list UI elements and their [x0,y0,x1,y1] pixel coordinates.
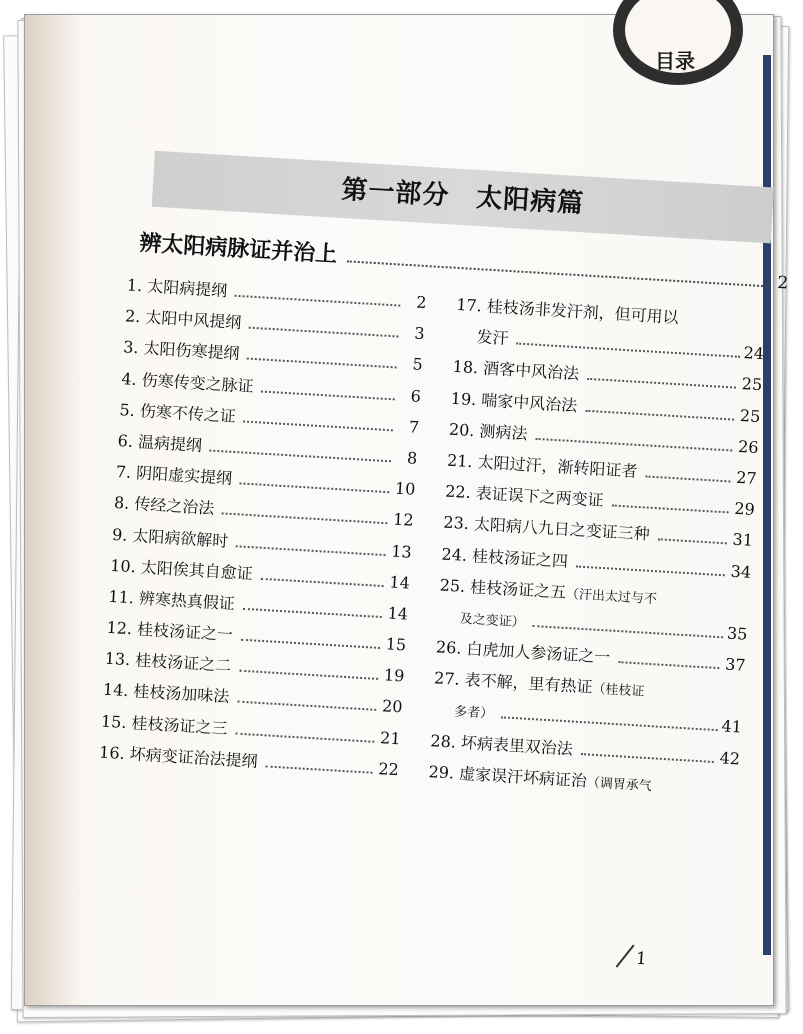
toc-entry-page: 31 [732,530,754,551]
leader-dots [237,701,376,711]
toc-entry-page: 15 [385,634,407,655]
page-number: 1 [635,948,648,970]
toc-entry-page: 10 [394,478,416,499]
toc-entry-page: 2 [415,292,428,313]
toc-entry-label: 15. 桂枝汤证之三 [100,711,229,738]
toc-entry-cont-text: 多者） [453,704,494,723]
toc-entry-page: 7 [408,417,420,437]
leader-dots [235,295,400,307]
toc-entry-label: 27. 表不解，里有热证 [433,668,594,697]
toc-entry-page: 12 [392,509,415,531]
section-page: 2 [776,272,789,294]
leader-dots [241,639,380,649]
toc-entry-page: 19 [383,665,405,686]
toc-entry-page: 6 [410,385,422,406]
section-title: 辨太阳病脉证并治上 [138,231,338,268]
leader-dots [261,390,395,400]
toc-entry-label: 13. 桂枝汤证之二 [104,648,232,676]
toc-entry-label: 14. 桂枝汤加味法 [102,680,230,707]
toc-entry-label: 8. 传经之治法 [113,493,215,519]
toc-entry-label: 21. 太阳过汗，渐转阳证者 [446,450,638,481]
toc-entry-page: 25 [741,374,763,395]
toc-entry-label: 5. 伤寒不传之证 [119,399,237,426]
toc-entry-label: 28. 坏病表里双治法 [429,730,574,759]
toc-entry-label: 6. 温病提纲 [117,431,203,455]
toc-entry-label: 10. 太阳俟其自愈证 [109,555,254,583]
toc-entry-label: 11. 辨寒热真假证 [107,586,236,614]
toc-entry-page: 34 [730,561,752,582]
leader-dots [535,438,732,452]
leader-dots [210,449,391,462]
leader-dots [242,608,381,618]
toc-entry-label: 22. 表证误下之两变证 [444,481,605,511]
toc-entry-label: 16. 坏病变证治法提纲 [98,742,259,771]
part-title: 第一部分 太阳病篇 [340,174,585,220]
leader-dots [235,732,374,742]
leader-dots [580,753,713,763]
toc-entry-page: 22 [377,758,400,780]
leader-dots [618,661,719,669]
leader-dots [611,505,728,514]
toc-entry-label: 25. 桂枝汤证之五 [439,575,567,602]
toc-entry-page: 42 [719,747,741,769]
toc-entry-label: 17. 桂枝汤非发汗剂，但可用以 [455,294,680,328]
toc-entry-page: 25 [739,405,761,426]
toc-entry-label: 2. 太阳中风提纲 [124,306,242,333]
toc-entry-page: 26 [737,436,760,457]
leader-dots [239,670,378,680]
leader-dots [501,717,717,732]
corner-emblem-text: 目录 [655,49,695,73]
leader-dots [585,409,734,420]
toc-entry-label: 24. 桂枝汤证之四 [441,543,569,571]
toc-entry-label: 1. 太阳病提纲 [126,275,228,301]
toc-entry-page: 8 [406,448,418,468]
toc-entry-label: 9. 太阳病欲解时 [111,524,229,551]
toc-entry-page: 21 [379,727,402,748]
leader-dots [532,625,722,638]
toc-entry-label: 23. 太阳病八九日之变证三种 [442,512,651,545]
toc-entry-page: 24 [743,343,765,364]
toc-entry-page: 3 [413,323,426,344]
leader-dots [236,545,385,556]
toc-entry-page: 13 [390,540,413,562]
leader-dots [347,260,772,287]
leader-dots [645,475,730,482]
leader-dots [265,765,372,773]
leader-dots [247,358,396,369]
toc-entry-page: 14 [387,603,409,624]
toc-entry-label: 4. 伤寒传变之脉证 [120,368,255,396]
toc-entry-cont-text: 发汗 [475,327,510,349]
leader-dots [249,327,398,338]
toc-entry-note: （调胃承气 [586,775,653,795]
toc-entry-page: 20 [381,696,404,717]
leader-dots [516,343,739,358]
toc-entry-label: 18. 酒客中风治法 [452,357,580,384]
toc-entry-page: 41 [720,716,743,737]
book-page [24,14,789,1006]
part-banner [152,151,774,244]
toc-column-left [98,269,427,785]
toc-column-right [428,289,767,806]
toc-entry-page: 37 [724,654,747,675]
leader-dots [576,565,725,576]
leader-dots [657,539,726,545]
leader-dots [260,577,383,586]
leader-dots [243,420,392,431]
toc-entry-page: 29 [733,498,756,520]
toc-entry-label: 20. 测病法 [448,419,529,444]
toc-entry-cont-text: 及之变证） [459,611,526,631]
toc-entry-page: 27 [735,467,758,488]
leader-dots [222,513,387,525]
toc-entry-label: 12. 桂枝汤证之一 [106,617,234,645]
leader-dots [587,378,736,389]
toc-entry-label: 26. 白虎加人参汤证之一 [435,637,611,667]
toc-entry-page: 14 [388,572,411,593]
toc-entry-note: （桂枝证 [591,681,645,700]
toc-entry-page: 35 [726,623,748,644]
toc-entry-label: 19. 喘家中风治法 [450,388,578,415]
toc-entry-page: 5 [412,354,424,375]
page-number-slash [616,944,635,967]
toc-entry-label: 29. 虚家误汗坏病证治 [428,761,588,791]
toc-entry-note: （汗出太过与不 [565,586,658,607]
toc-entry-label: 3. 太阳伤寒提纲 [122,337,241,364]
leader-dots [240,482,389,493]
toc-entry-label: 7. 阴阳虚实提纲 [115,462,233,489]
